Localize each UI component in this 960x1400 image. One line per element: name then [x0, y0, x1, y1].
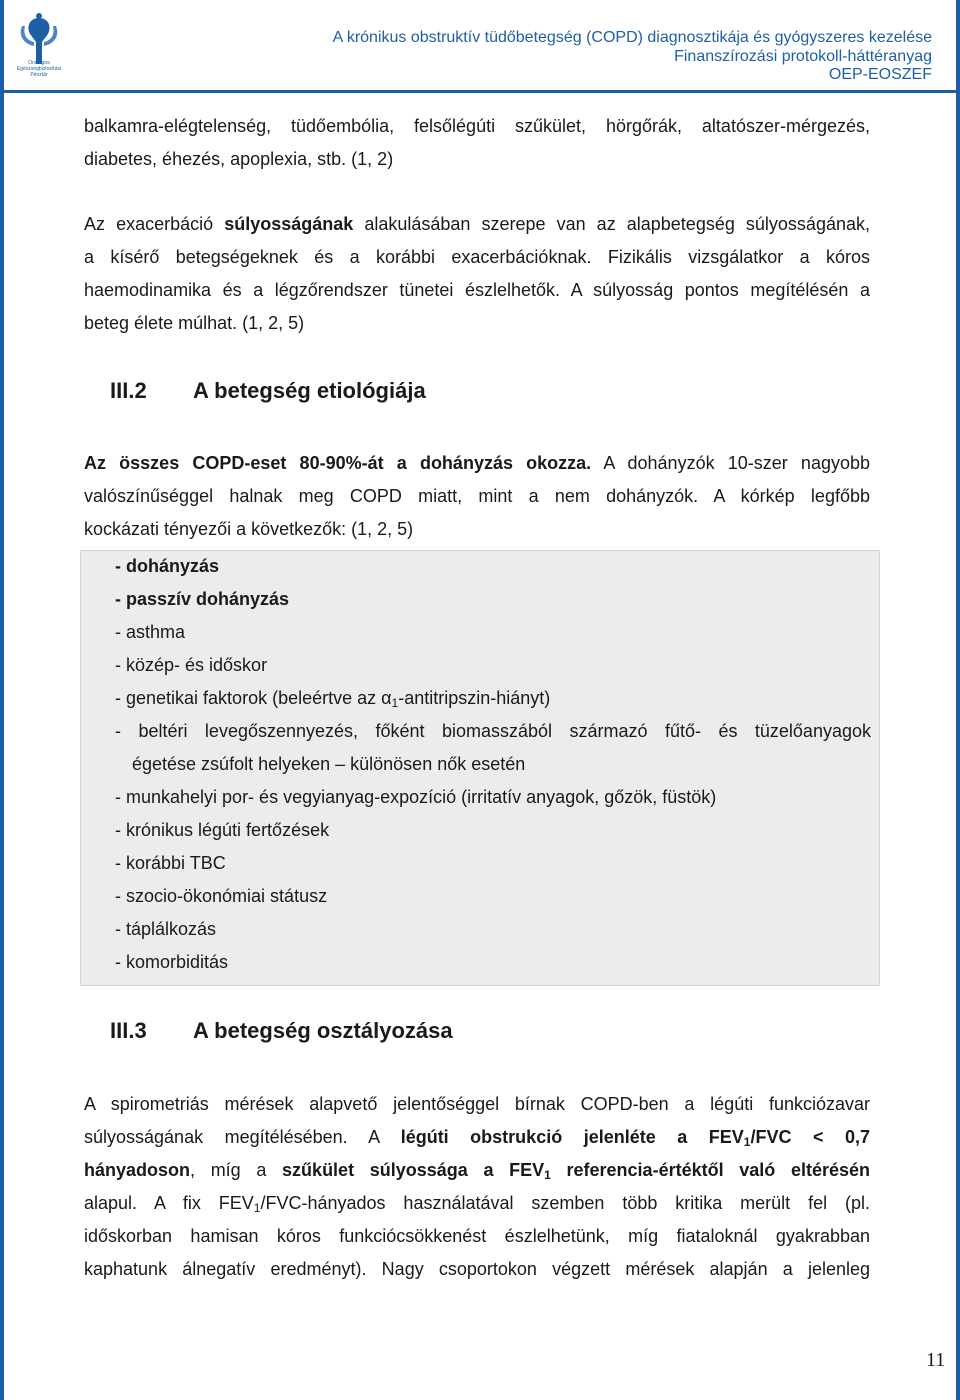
risk-factor-item: - korábbi TBC	[115, 853, 226, 873]
header-organization: OEP-EOSZEF	[828, 66, 932, 83]
section-title: A betegség osztályozása	[193, 1018, 453, 1043]
risk-factor-item: - munkahelyi por- és vegyianyag-expozíció (irritatív anyagok, gőzök, füstök)	[115, 787, 717, 807]
risk-factor-item: - komorbiditás	[115, 952, 229, 972]
para4-line2: súlyosságának megítélésében. A légúti obstrukció jelenléte a $FEV_1$/FVC < 0,7	[84, 1127, 870, 1149]
page-frame-right	[956, 0, 960, 1400]
risk-factor-item: - genetikai faktorok (beleértve az $\alpha_1-antitripszin-hiányt$)	[115, 688, 551, 710]
header-document-title: A krónikus obstruktív tüdőbetegség (COPD) diagnosztikája és gyógyszeres kezelése	[332, 29, 932, 46]
para2-line3: haemodinamika és a légzőrendszer tünetei észlelhetők. A súlyosság pontos megítélésén a	[84, 280, 870, 300]
risk-factor-item: - szocio-ökonómiai státusz	[115, 886, 328, 906]
risk-factor-item-continuation: égetése zsúfolt helyeken – különösen nők esetén	[132, 754, 526, 774]
logo-caption: Országos Egészségbiztosítási Pénztár	[16, 60, 62, 78]
para1-line2: diabetes, éhezés, apoplexia, stb. (1, 2)	[84, 149, 394, 169]
section-number: III.2	[110, 378, 147, 403]
para4-line6: kaphatunk álnegatív eredményt). Nagy csoportokon végzett mérések alapján a jelenleg	[84, 1259, 870, 1279]
section-number: III.3	[110, 1018, 147, 1043]
para4-line1: A spirometriás mérések alapvető jelentőséggel bírnak COPD-ben a légúti funkciózavar	[84, 1094, 870, 1114]
header-divider	[4, 90, 956, 93]
para3-line1: Az összes COPD-eset 80-90%-át a dohányzás okozza. A dohányzók 10-szer nagyobb	[84, 453, 870, 473]
para4-line5: időskorban hamisan kóros funkciócsökkenést észlelhetünk, míg fiataloknál gyakrabban	[84, 1226, 870, 1246]
risk-factor-item: - táplálkozás	[115, 919, 217, 939]
risk-factor-item: - asthma	[115, 622, 186, 642]
page-number: 11	[926, 1349, 946, 1371]
risk-factor-item: - dohányzás	[115, 556, 220, 576]
risk-factor-box	[80, 550, 880, 986]
para4-line4: alapul. A fix $FEV_1/FVC$-hányados használatával szemben több kritika merült fel (pl.	[84, 1193, 870, 1215]
page-header	[4, 0, 956, 88]
page-frame-left	[0, 0, 4, 1400]
risk-factor-item: - krónikus légúti fertőzések	[115, 820, 330, 840]
para2-line1: Az exacerbáció súlyosságának alakulásában szerepe van az alapbetegség súlyosságának,	[84, 214, 870, 234]
header-document-subtitle: Finanszírozási protokoll-háttéranyag	[674, 48, 932, 65]
risk-factor-item: - beltéri levegőszennyezés, főként biomasszából származó fűtő- és tüzelőanyagok	[115, 721, 871, 741]
para1-line1: balkamra-elégtelenség, tüdőembólia, felsőlégúti szűkület, hörgőrák, altatószer-mérgezés,	[84, 116, 870, 136]
section-title: A betegség etiológiája	[193, 378, 426, 403]
risk-factor-item: - passzív dohányzás	[115, 589, 290, 609]
para2-line2: a kísérő betegségeknek és a korábbi exacerbációknak. Fizikális vizsgálatkor a kóros	[84, 247, 870, 267]
para3-line2: valószínűséggel halnak meg COPD miatt, mint a nem dohányzók. A kórkép legfőbb	[84, 486, 870, 506]
para4-line3: hányadoson, míg a szűkület súlyossága a $FEV_1$ referencia-értéktől való eltérésén	[84, 1160, 870, 1182]
para3-line3: kockázati tényezői a következők: (1, 2, 5)	[84, 519, 414, 539]
para2-line4: beteg élete múlhat. (1, 2, 5)	[84, 313, 305, 333]
risk-factor-item: - közép- és időskor	[115, 655, 268, 675]
